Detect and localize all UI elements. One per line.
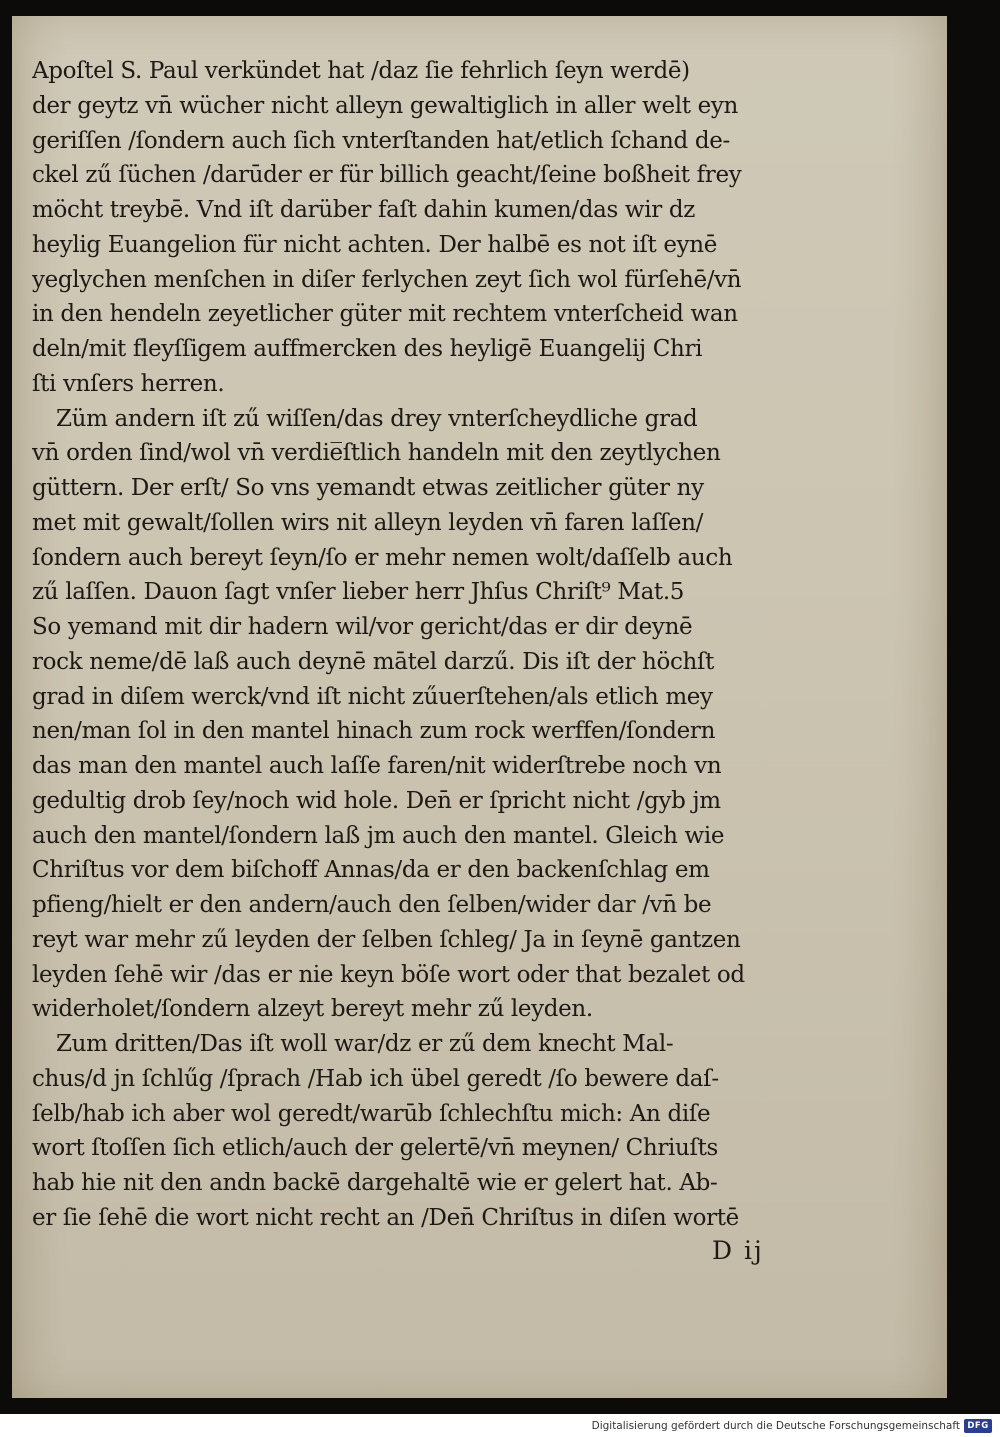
text-line: deln/mit fleyſſigem auffmercken des heyligē Euangelij Chri xyxy=(32,336,703,362)
text-line: nen/man ſol in den mantel hinach zum rock werffen/ſondern xyxy=(32,718,716,745)
text-line: das man den mantel auch laſſe faren/nit widerſtrebe noch vn xyxy=(32,753,722,779)
dfg-logo: DFG xyxy=(964,1419,992,1433)
funding-credit: Digitalisierung gefördert durch die Deutsche Forschungsgemeinschaft xyxy=(591,1420,960,1432)
text-line: zű laſſen. Dauon ſagt vnſer lieber herr Jhſus Chriſt⁹ Mat.5 xyxy=(32,579,685,606)
text-line: rock neme/dē laß auch deynē mātel darzű. Dis iſt der höchſt xyxy=(32,648,715,675)
text-line: ckel zű ſüchen /darūder er für billich geacht/ſeine boßheit frey xyxy=(32,162,742,189)
text-line: geriſſen /ſondern auch ſich vnterſtanden hat/etlich ſchand de- xyxy=(32,127,730,154)
text-line: der geytz vn̄ wücher nicht alleyn gewaltiglich in aller welt eyn xyxy=(32,92,738,119)
text-line: grad in diſem werck/vnd iſt nicht zűuerſtehen/als etlich mey xyxy=(32,683,713,710)
text-line: So yemand mit dir hadern wil/vor gericht/das er dir deynē xyxy=(32,614,693,640)
text-line: leyden ſehē wir /das er nie keyn böſe wort oder that bezalet od xyxy=(32,961,745,988)
text-line: ſondern auch bereyt ſeyn/ſo er mehr nemen wolt/daſſelb auch xyxy=(32,544,733,571)
text-line: chus/d jn ſchlűg /ſprach /Hab ich übel geredt /ſo bewere daſ- xyxy=(32,1065,719,1092)
text-line: hab hie nit den andn backē dargehaltē wie er gelert hat. Ab- xyxy=(32,1170,718,1196)
text-line: ſti vnſers herren. xyxy=(32,370,225,397)
text-line: güttern. Der erſt/ So vns yemandt etwas zeitlicher güter ny xyxy=(32,475,704,501)
text-line: wort ſtoſſen ſich etlich/auch der gelertē/vn̄ meynen/ Chriuſts xyxy=(32,1135,719,1162)
text-line: heylig Euangelion für nicht achten. Der halbē es not iſt eynē xyxy=(32,231,717,258)
text-line: Chriſtus vor dem biſchoff Annas/da er den backenſchlag em xyxy=(32,857,710,884)
text-line: ſelb/hab ich aber wol geredt/warūb ſchlechſtu mich: An diſe xyxy=(32,1100,711,1127)
text-line: yeglychen menſchen in diſer ferlychen zeyt ſich wol fürſehē/vn̄ xyxy=(32,266,742,293)
text-line: gedultig drob ſey/noch wid hole. Den̄ er ſpricht nicht /gyb jm xyxy=(32,787,721,814)
page-text xyxy=(32,54,827,1236)
text-line: Apoſtel S. Paul verkündet hat /daz ſie fehrlich ſeyn werdē) xyxy=(32,58,690,84)
footer-bar xyxy=(0,1416,1000,1437)
text-line: er ſie ſehē die wort nicht recht an /Den̄ Chriſtus in diſen wortē xyxy=(32,1204,739,1231)
text-line: met mit gewalt/ſollen wirs nit alleyn leyden vn̄ faren laſſen/ xyxy=(32,509,704,536)
paragraph-start-line: Zum dritten/Das iſt woll war/dz er zű dem knecht Mal- xyxy=(56,1031,674,1057)
text-line: auch den mantel/ſondern laß jm auch den mantel. Gleich wie xyxy=(32,822,725,849)
book-page xyxy=(12,16,947,1398)
text-line: in den hendeln zeyetlicher güter mit rechtem vnterſcheid wan xyxy=(32,301,738,328)
text-line: reyt war mehr zű leyden der ſelben ſchleg/ Ja in ſeynē gantzen xyxy=(32,926,741,953)
text-line: widerholet/ſondern alzeyt bereyt mehr zű leyden. xyxy=(32,996,593,1023)
text-line: möcht treybē. Vnd iſt darüber faſt dahin kumen/das wir dz xyxy=(32,197,696,223)
text-line: vn̄ orden ſind/wol vn̄ verdie̅ſtlich handeln mit den zeytlychen xyxy=(32,440,721,467)
text-line: pfieng/hielt er den andern/auch den ſelben/wider dar /vn̄ be xyxy=(32,892,712,918)
paragraph-start-line: Züm andern iſt zű wiſſen/das drey vnterſcheydliche grad xyxy=(56,405,698,432)
signature-mark: D ij xyxy=(712,1236,764,1265)
